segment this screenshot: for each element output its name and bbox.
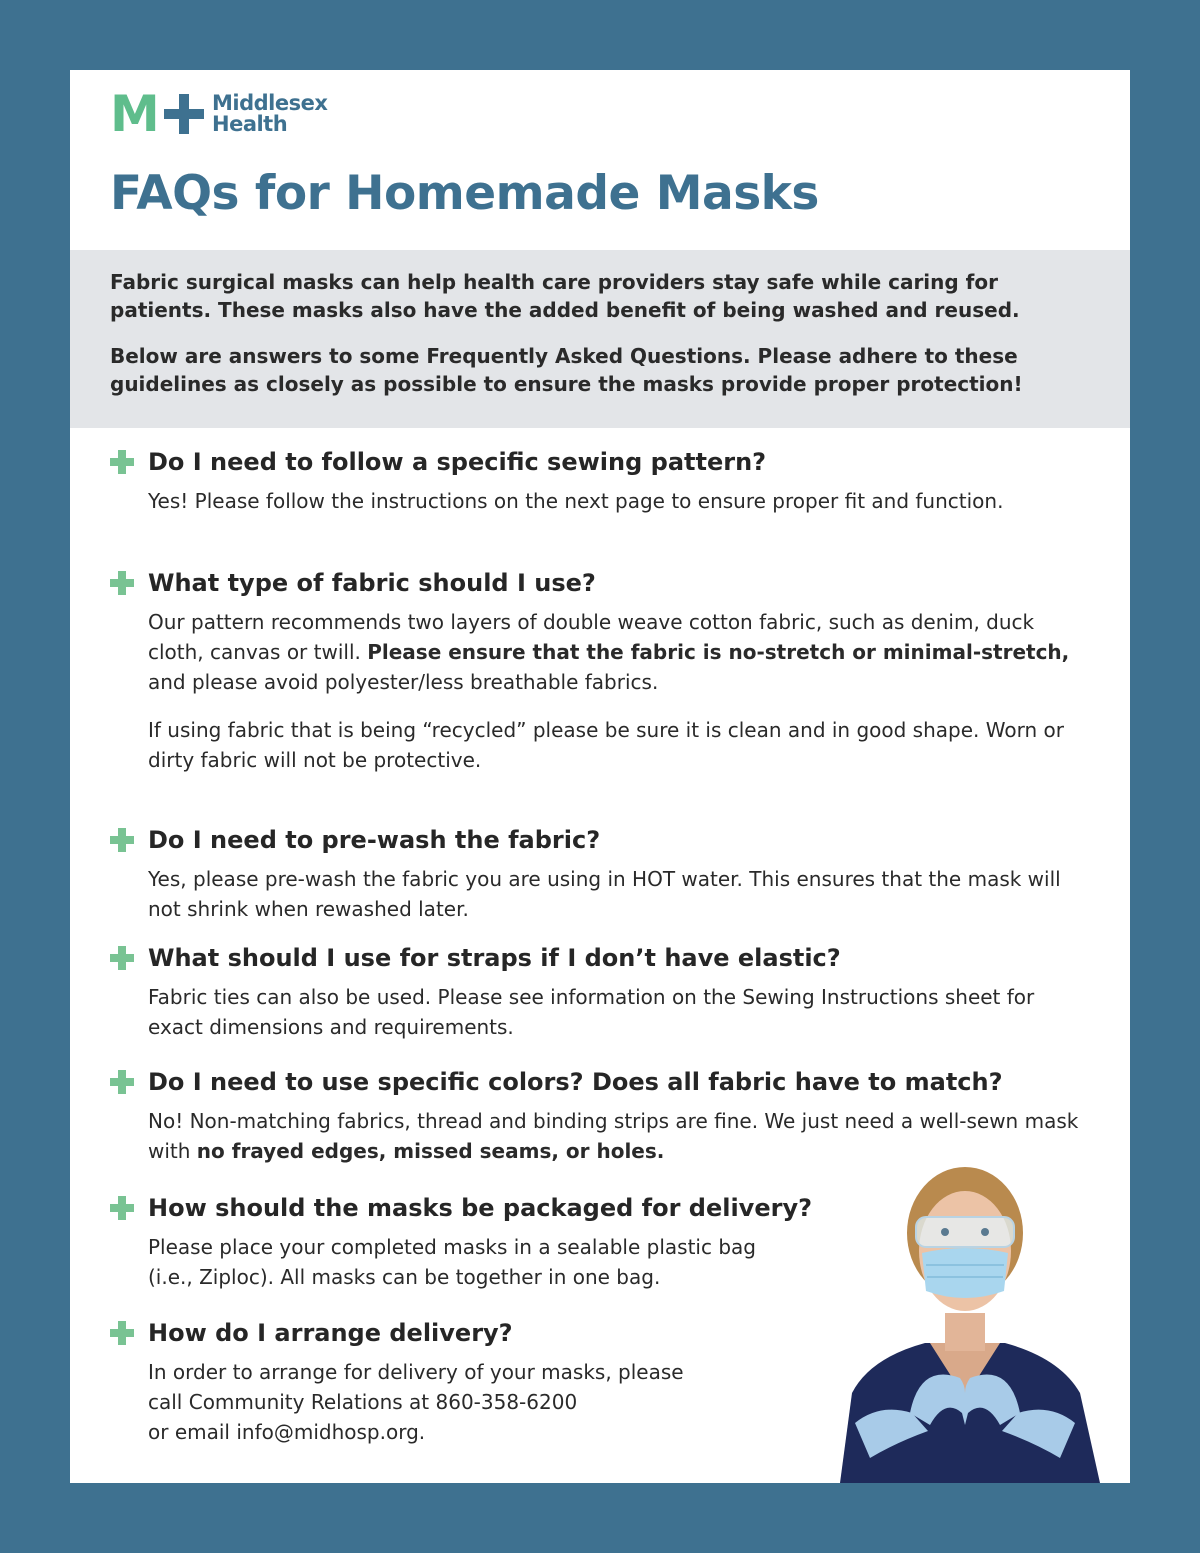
faq-question: Do I need to use specific colors? Does all fabric have to match? — [148, 1068, 1003, 1096]
logo-wordmark: Middlesex Health — [212, 91, 328, 136]
faq-question: How do I arrange delivery? — [148, 1319, 513, 1347]
healthcare-worker-photo — [800, 1163, 1130, 1483]
faq-question: How should the masks be packaged for delivery? — [148, 1194, 813, 1222]
intro-paragraph-2: Below are answers to some Frequently Asked Questions. Please adhere to these guidelines as closely as possible to ensure the masks provide proper protection! — [110, 344, 1023, 396]
faq-answer: Our pattern recommends two layers of double weave cotton fabric, such as denim, duck cloth, canvas or twill. Please ensure that the fabric is no-stretch or minimal-stretch, and please avoid polyester/less breathable fabrics. — [148, 610, 1070, 694]
plus-icon — [110, 946, 134, 970]
faq-item — [108, 822, 1088, 924]
faq-answer: In order to arrange for delivery of your masks, please call Community Relations at 860-358-6200 or email info@midhosp.org. — [148, 1360, 684, 1444]
intro-paragraph-1: Fabric surgical masks can help health care providers stay safe while caring for patients. These masks also have the added benefit of being washed and reused. — [110, 270, 1020, 322]
plus-icon — [110, 1196, 134, 1220]
faq-answer: Yes! Please follow the instructions on the next page to ensure proper fit and function. — [148, 489, 1004, 513]
faq-page — [70, 70, 1130, 1483]
faq-question: What type of fabric should I use? — [148, 569, 596, 597]
logo-mark-icon: M — [110, 92, 204, 136]
faq-item — [108, 1064, 1088, 1166]
plus-icon — [110, 1321, 134, 1345]
faq-answer: If using fabric that is being “recycled” please be sure it is clean and in good shape. Worn or dirty fabric will not be protective. — [148, 718, 1064, 772]
middlesex-health-logo — [110, 85, 328, 143]
faq-answer: Please place your completed masks in a sealable plastic bag (i.e., Ziploc). All masks can be together in one bag. — [148, 1235, 756, 1289]
faq-question: Do I need to pre-wash the fabric? — [148, 826, 601, 854]
faq-answer: Fabric ties can also be used. Please see information on the Sewing Instructions sheet for exact dimensions and requirements. — [148, 985, 1035, 1039]
page-title: FAQs for Homemade Masks — [110, 166, 819, 221]
plus-icon — [110, 1070, 134, 1094]
faq-answer: Yes, please pre-wash the fabric you are using in HOT water. This ensures that the mask will not shrink when rewashed later. — [148, 867, 1061, 921]
intro-panel — [70, 250, 1130, 428]
faq-question: What should I use for straps if I don’t have elastic? — [148, 944, 841, 972]
plus-icon — [110, 450, 134, 474]
plus-icon — [110, 828, 134, 852]
faq-answer: No! Non-matching fabrics, thread and binding strips are fine. We just need a well-sewn mask with no frayed edges, missed seams, or holes. — [148, 1109, 1079, 1163]
faq-question: Do I need to follow a specific sewing pattern? — [148, 448, 767, 476]
faq-item — [108, 940, 1088, 1042]
plus-icon — [110, 571, 134, 595]
faq-item — [108, 444, 1088, 516]
faq-item — [108, 565, 1088, 775]
